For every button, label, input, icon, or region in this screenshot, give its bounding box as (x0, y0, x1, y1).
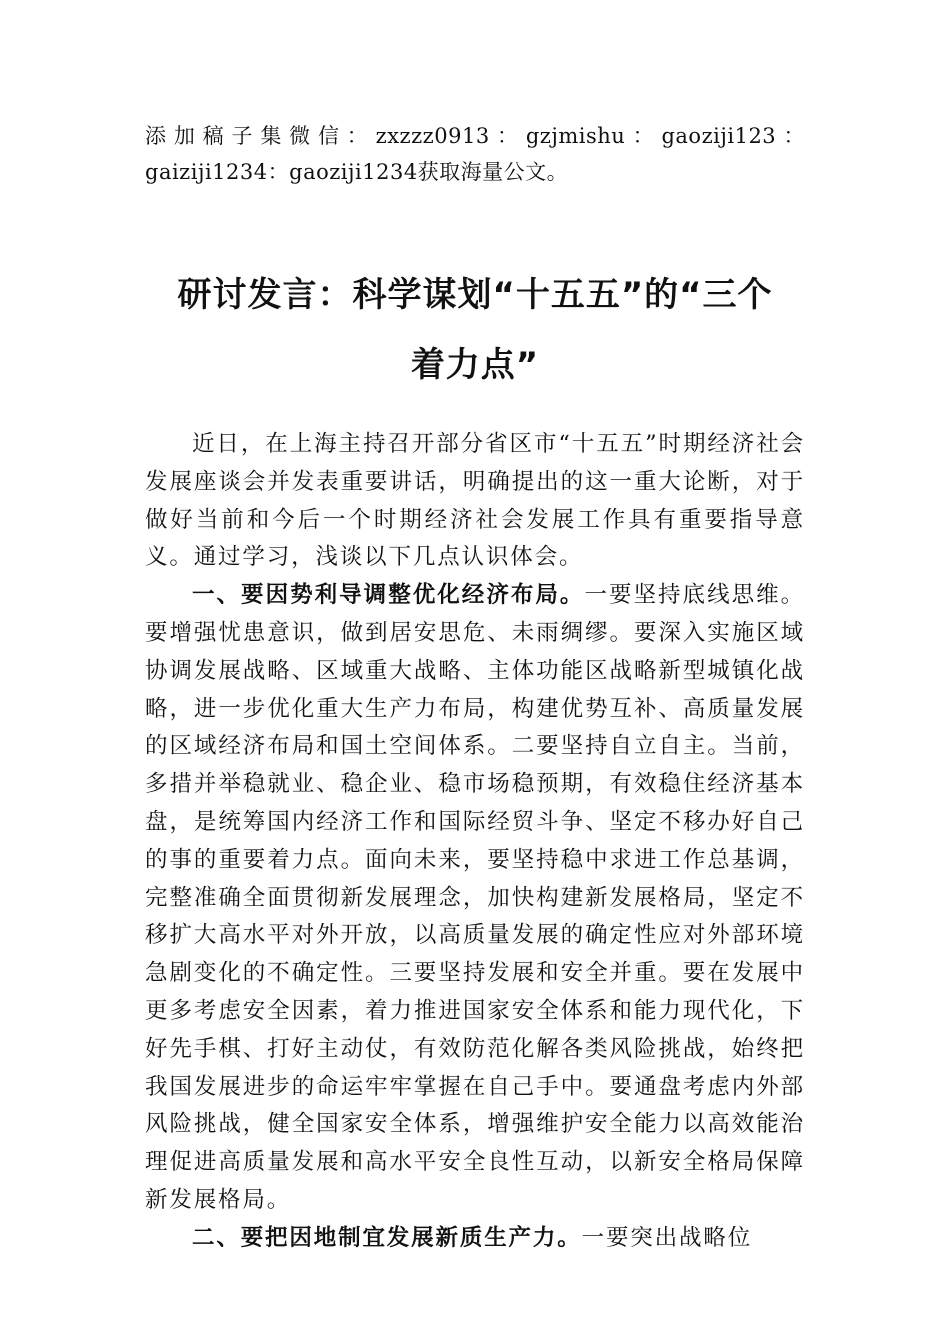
paragraph-section-1 (145, 577, 805, 1220)
paragraph-text: 一要坚持底线思维。要增强忧患意识，做到居安思危、未雨绸缪。要深入实施区域协调发展战略、区域重大战略、主体功能区战略新型城镇化战略，进一步优化重大生产力布局，构建优势互补、高质量发展的区域经济布局和国土空间体系。二要坚持自立自主。当前，多措并举稳就业、稳企业、稳市场稳预期，有效稳住经济基本盘，是统筹国内经济工作和国际经贸斗争、坚定不移办好自己的事的重要着力点。面向未来，要坚持稳中求进工作总基调，完整准确全面贯彻新发展理念，加快构建新发展格局，坚定不移扩大高水平对外开放，以高质量发展的确定性应对外部环境急剧变化的不确定性。三要坚持发展和安全并重。要在发展中更多考虑安全因素，着力推进国家安全体系和能力现代化，下好先手棋、打好主动仗，有效防范化解各类风险挑战，始终把我国发展进步的命运牢牢掌握在自己手中。要通盘考虑内外部风险挑战，健全国家安全体系，增强维护安全能力以高效能治理促进高质量发展和高水平安全良性互动，以新安全格局保障新发展格局。 (145, 582, 805, 1213)
section-heading: 一、要因势利导调整优化经济布局。 (192, 582, 585, 609)
header-note: 添加稿子集微信：zxzzz0913：gzjmishu：gaoziji123：gaiziji1234：gaoziji1234获取海量公文。 (145, 124, 805, 184)
paragraph-intro (145, 426, 805, 577)
title-line-2: 着力点” (410, 345, 540, 385)
paragraph-text: 近日，在上海主持召开部分省区市“十五五”时期经济社会发展座谈会并发表重要讲话，明确提出的这一重大论断，对于做好当前和今后一个时期经济社会发展工作具有重要指导意义。通过学习，浅谈以下几点认识体会。 (145, 431, 805, 571)
paragraph-section-2 (145, 1220, 805, 1258)
paragraph-text: 一要突出战略位 (581, 1224, 753, 1251)
section-heading: 二、要把因地制宜发展新质生产力。 (192, 1224, 582, 1251)
title-line-1: 研讨发言：科学谋划“十五五”的“三个 (177, 275, 773, 315)
document-body (145, 426, 805, 1258)
document-title (120, 260, 830, 400)
